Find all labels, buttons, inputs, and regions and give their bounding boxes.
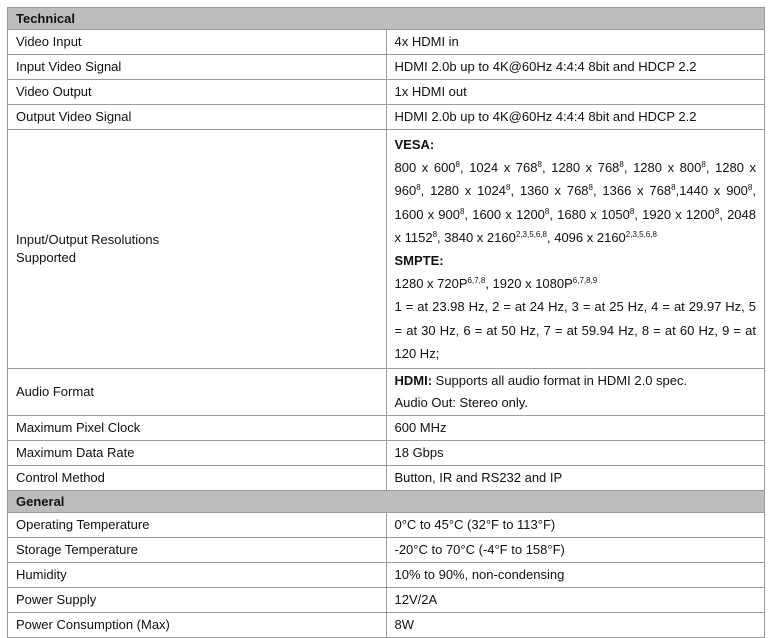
spec-value: 10% to 90%, non-condensing <box>386 563 765 588</box>
spec-label: Video Output <box>8 80 387 105</box>
spec-label-line: Supported <box>16 250 76 266</box>
vesa-list: 800 x $600^8$, 1024 x $768^8$, 1280 x $768^8$, 1280 x $800^8$, 1280 x $960^8$, 1280 x 1024$^8$, 1360 x $768^8$, 1366 x $768^8,1440$ x $900^8$, 1600 x $900^8$, 1600 x 1200$^8$, 1680 x 1050$^8$, 1920 x 1200$^8$, 2048 x 1152$^8$, 3840 x 2160$^{2,3,5,6,8}$, 4096 x 2160$^{2,3,5,6,8}$ <box>394 160 757 245</box>
table-row <box>8 416 765 441</box>
resolution-item: 1024 x 768 <box>469 160 538 176</box>
spec-value-audio <box>386 369 765 416</box>
table-row <box>8 613 765 638</box>
table-row <box>8 538 765 563</box>
resolution-item: 1280 x 768 <box>551 160 620 176</box>
spec-value: HDMI 2.0b up to 4K@60Hz 4:4:4 8bit and HDCP 2.2 <box>386 55 765 80</box>
resolution-item: 1366 x 768 <box>602 183 672 199</box>
spec-value: 600 MHz <box>386 416 765 441</box>
spec-value: 4x HDMI in <box>386 30 765 55</box>
resolution-footnote: 6,7,8 <box>467 276 486 286</box>
table-row <box>8 513 765 538</box>
resolution-footnote: 8 <box>505 183 511 193</box>
spec-label: Humidity <box>8 563 387 588</box>
spec-value: 18 Gbps <box>386 441 765 466</box>
resolution-footnote: 8 <box>714 206 720 216</box>
table-row <box>8 55 765 80</box>
spec-value: HDMI 2.0b up to 4K@60Hz 4:4:4 8bit and HDCP 2.2 <box>386 105 765 130</box>
resolution-footnote: 8 <box>455 160 460 170</box>
resolution-item: 1280 x 1024 <box>430 183 506 199</box>
spec-label: Operating Temperature <box>8 513 387 538</box>
resolution-footnote: 8 <box>629 206 635 216</box>
table-row-resolutions <box>8 130 765 369</box>
table-row <box>8 588 765 613</box>
resolution-footnote: 2,3,5,6,8 <box>625 229 657 239</box>
spec-label: Audio Format <box>8 369 387 416</box>
spec-label: Maximum Data Rate <box>8 441 387 466</box>
resolution-footnote: 6,7,8,9 <box>572 276 598 286</box>
spec-value: Button, IR and RS232 and IP <box>386 466 765 491</box>
audio-out-text: Audio Out: Stereo only. <box>394 395 528 411</box>
frequency-legend: 1 = at 23.98 Hz, 2 = at 24 Hz, 3 = at 25 Hz, 4 = at 29.97 Hz, 5 = at 30 Hz, 6 = at 50 Hz, 7 = at 59.94 Hz, 8 = at 60 Hz, 9 = at 120 Hz; <box>394 299 756 361</box>
table-row <box>8 563 765 588</box>
spec-label: Maximum Pixel Clock <box>8 416 387 441</box>
spec-table <box>7 7 765 638</box>
smpte-heading: SMPTE: <box>394 253 444 269</box>
resolution-footnote: 8 <box>619 160 624 170</box>
spec-value: 1x HDMI out <box>386 80 765 105</box>
resolution-item: 4096 x 2160 <box>554 229 626 245</box>
resolution-item: 1440 x 900 <box>679 183 748 199</box>
resolution-item: 1280 x 720P <box>394 276 468 292</box>
table-row <box>8 105 765 130</box>
spec-label-resolutions <box>8 130 387 369</box>
resolution-footnote: 8 <box>544 206 550 216</box>
resolution-item: 1680 x 1050 <box>557 206 630 222</box>
resolution-item: 2048 x 1152 <box>394 206 756 245</box>
resolution-footnote: 2,3,5,6,8 <box>515 229 547 239</box>
section-header-general <box>8 491 765 513</box>
resolution-item: 1360 x 768 <box>519 183 589 199</box>
table-row <box>8 80 765 105</box>
resolution-item: 1600 x 900 <box>394 206 460 222</box>
spec-value: 12V/2A <box>386 588 765 613</box>
table-row <box>8 466 765 491</box>
resolution-footnote: 8 <box>416 183 421 193</box>
spec-label: Storage Temperature <box>8 538 387 563</box>
section-title: Technical <box>8 8 765 30</box>
table-row-audio <box>8 369 765 416</box>
resolution-footnote: 8 <box>671 183 676 193</box>
resolution-item: 3840 x 2160 <box>444 229 516 245</box>
resolution-footnote: 8 <box>588 183 593 193</box>
resolution-item: 1280 x 960 <box>394 160 757 199</box>
table-row <box>8 30 765 55</box>
section-title: General <box>8 491 765 513</box>
section-header-technical <box>8 8 765 30</box>
resolution-item: 1920 x 1080P <box>492 276 573 292</box>
resolution-item: 800 x 600 <box>394 160 456 176</box>
vesa-heading: VESA: <box>394 137 435 152</box>
spec-label: Control Method <box>8 466 387 491</box>
spec-label: Input Video Signal <box>8 55 387 80</box>
spec-value: -20°C to 70°C (-4°F to 158°F) <box>386 538 765 563</box>
spec-label: Output Video Signal <box>8 105 387 130</box>
resolution-footnote: 8 <box>701 160 706 170</box>
resolution-item: 1600 x 1200 <box>472 206 545 222</box>
spec-label: Power Supply <box>8 588 387 613</box>
audio-hdmi-text: Supports all audio format in HDMI 2.0 spec. <box>432 373 688 389</box>
resolution-footnote: 8 <box>747 183 753 193</box>
spec-value-resolutions <box>386 130 765 369</box>
smpte-list: 1280 x $720P^{6,7,8}$, 1920 x $1080P^{6,7,8,9}$ <box>394 276 598 292</box>
resolution-item: 1920 x 1200 <box>642 206 715 222</box>
spec-label: Video Input <box>8 30 387 55</box>
resolution-footnote: 8 <box>459 206 465 216</box>
audio-hdmi-label: HDMI: <box>394 373 433 389</box>
resolution-footnote: 8 <box>537 160 542 170</box>
resolution-item: 1280 x 800 <box>633 160 702 176</box>
spec-value: 8W <box>386 613 765 638</box>
spec-value: 0°C to 45°C (32°F to 113°F) <box>386 513 765 538</box>
spec-label: Power Consumption (Max) <box>8 613 387 638</box>
resolution-footnote: 8 <box>432 229 438 239</box>
table-row <box>8 441 765 466</box>
spec-label-line: Input/Output Resolutions <box>16 232 160 248</box>
